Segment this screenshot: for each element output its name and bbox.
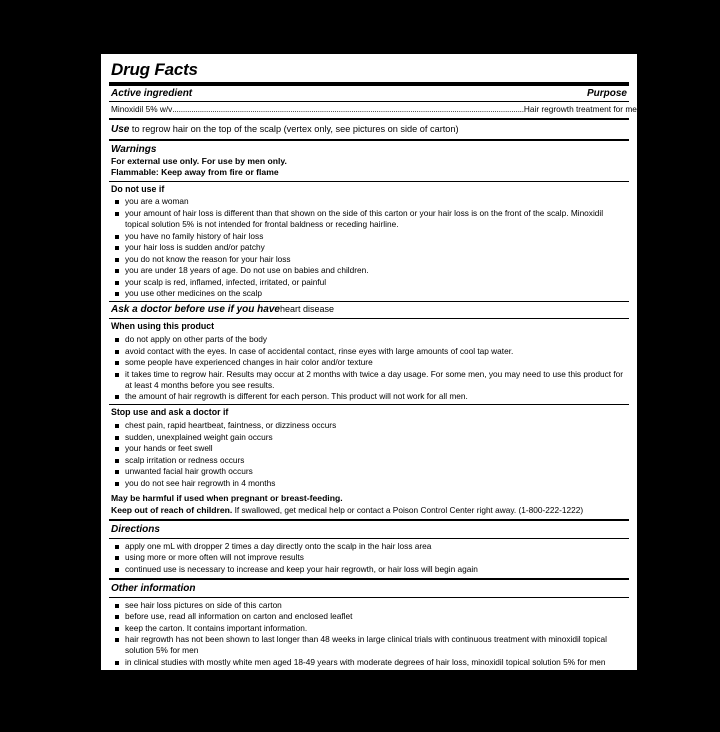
directions-list (115, 541, 629, 575)
list-item: it takes time to regrow hair. Results may occur at 2 months with twice a day usage. For some men, you may need to use this product for at least 4 months before you see results. (115, 369, 625, 391)
other-information-heading: Other information (111, 583, 196, 595)
other-information-list (115, 600, 629, 691)
drug-facts-panel (98, 51, 642, 732)
divider-do-not-use (109, 181, 629, 182)
do-not-use-heading: Do not use if (111, 183, 165, 194)
list-item: your scalp is red, inflamed, infected, irritated, or painful (115, 277, 625, 288)
questions-heading: Questions or comments? (111, 720, 232, 732)
stop-use-heading: Stop use and ask a doctor if (111, 407, 229, 418)
list-item: chest pain, rapid heartbeat, faintness, or dizziness occurs (115, 420, 625, 431)
list-item: unwanted facial hair growth occurs (115, 466, 625, 477)
directions-heading: Directions (111, 524, 160, 536)
list-item: you are a woman (115, 196, 625, 207)
questions-section (111, 719, 627, 732)
divider-title (109, 82, 629, 86)
list-item: before use, read all information on carton and enclosed leaflet (115, 611, 625, 622)
divider-directions (109, 519, 629, 521)
list-item: store at 20° to 25°C (68° to 77°F). Keep tightly closed. (115, 679, 625, 690)
list-item: keep the carton. It contains important information. (115, 623, 625, 634)
divider-other-information (109, 578, 629, 580)
stop-use-list (115, 420, 629, 489)
dot-leader: ....................................................................................................................................................................... (172, 104, 524, 115)
questions-phone: 1-800-719-9260 (234, 720, 299, 731)
list-item: see hair loss pictures on side of this carton (115, 600, 625, 611)
active-ingredient-purpose: Hair regrowth treatment for men (523, 104, 642, 115)
when-using-heading: When using this product (111, 321, 215, 332)
active-ingredient-name: Minoxidil 5% w/v (111, 104, 173, 115)
divider-use (109, 118, 629, 120)
divider-questions (109, 714, 629, 716)
do-not-use-list (115, 196, 629, 299)
list-item: do not apply on other parts of the body (115, 334, 625, 345)
ask-doctor-text: heart disease (279, 304, 334, 315)
list-item: avoid contact with the eyes. In case of accidental contact, rinse eyes with large amounts of cool tap water. (115, 346, 625, 357)
active-ingredient-header (111, 88, 627, 100)
warnings-flammable: Flammable: Keep away from fire or flame (111, 167, 279, 178)
inactive-ingredients-text: alcohol, propylene glycol, purified water (207, 699, 369, 710)
list-item: your hair loss is sudden and/or patchy (115, 242, 625, 253)
divider-ask-doctor (109, 301, 629, 302)
list-item: you are under 18 years of age. Do not use on babies and children. (115, 265, 625, 276)
divider-inactive-ingredients (109, 693, 629, 695)
list-item: sudden, unexplained weight gain occurs (115, 432, 625, 443)
inactive-ingredients-heading: Inactive ingredients (111, 699, 205, 711)
list-item: using more or more often will not improve results (115, 552, 625, 563)
ask-doctor-section (111, 304, 629, 316)
list-item: apply one mL with dropper 2 times a day directly onto the scalp in the hair loss area (115, 541, 625, 552)
divider-when-using (109, 318, 629, 319)
list-item: you use other medicines on the scalp (115, 288, 625, 299)
divider-warnings (109, 139, 629, 141)
list-item: you do not know the reason for your hair loss (115, 254, 625, 265)
active-ingredient-row (111, 104, 642, 115)
use-heading: Use (111, 123, 130, 135)
pregnancy-warning: May be harmful if used when pregnant or breast-feeding. (111, 492, 343, 503)
divider-other-information-sub (109, 597, 629, 598)
keep-out-of-reach (111, 505, 627, 516)
keep-out-of-reach-bold: Keep out of reach of children. (111, 505, 233, 515)
list-item: your amount of hair loss is different than that shown on the side of this carton or your hair loss is on the front of the scalp. Minoxidil topical solution 5% is not intended for frontal baldness or receding hairline. (115, 208, 625, 230)
list-item: you do not see hair regrowth in 4 months (115, 478, 625, 489)
list-item: your hands or feet swell (115, 443, 625, 454)
use-text: to regrow hair on the top of the scalp (vertex only, see pictures on side of carton) (131, 123, 459, 134)
page-title: Drug Facts (111, 60, 198, 79)
list-item: continued use is necessary to increase and keep your hair regrowth, or hair loss will begin again (115, 564, 625, 575)
inactive-ingredients-section (111, 698, 627, 711)
warnings-heading: Warnings (111, 143, 157, 155)
list-item: in clinical studies with mostly white men aged 18-49 years with moderate degrees of hair loss, minoxidil topical solution 5% for men provided more hair regrowth than minoxidil topical solution 2% (115, 657, 625, 679)
keep-out-of-reach-text: If swallowed, get medical help or contact a Poison Control Center right away. (1-800-222-1222) (234, 505, 584, 515)
when-using-list (115, 334, 629, 402)
list-item: you have no family history of hair loss (115, 231, 625, 242)
purpose-heading: Purpose (586, 87, 627, 99)
use-section (111, 123, 627, 136)
warnings-external-use: For external use only. For use by men only. (111, 156, 287, 167)
list-item: hair regrowth has not been shown to last longer than 48 weeks in large clinical trials with continuous treatment with minoxidil topical solution 5% for men (115, 634, 625, 656)
divider-stop-use (109, 404, 629, 405)
active-ingredient-heading: Active ingredient (111, 87, 193, 99)
list-item: scalp irritation or redness occurs (115, 455, 625, 466)
list-item: some people have experienced changes in hair color and/or texture (115, 357, 625, 368)
divider-directions-sub (109, 538, 629, 539)
divider-active-ingredient (109, 101, 629, 102)
list-item: the amount of hair regrowth is different for each person. This product will not work for all men. (115, 391, 625, 402)
ask-doctor-heading: Ask a doctor before use if you have (111, 304, 280, 316)
